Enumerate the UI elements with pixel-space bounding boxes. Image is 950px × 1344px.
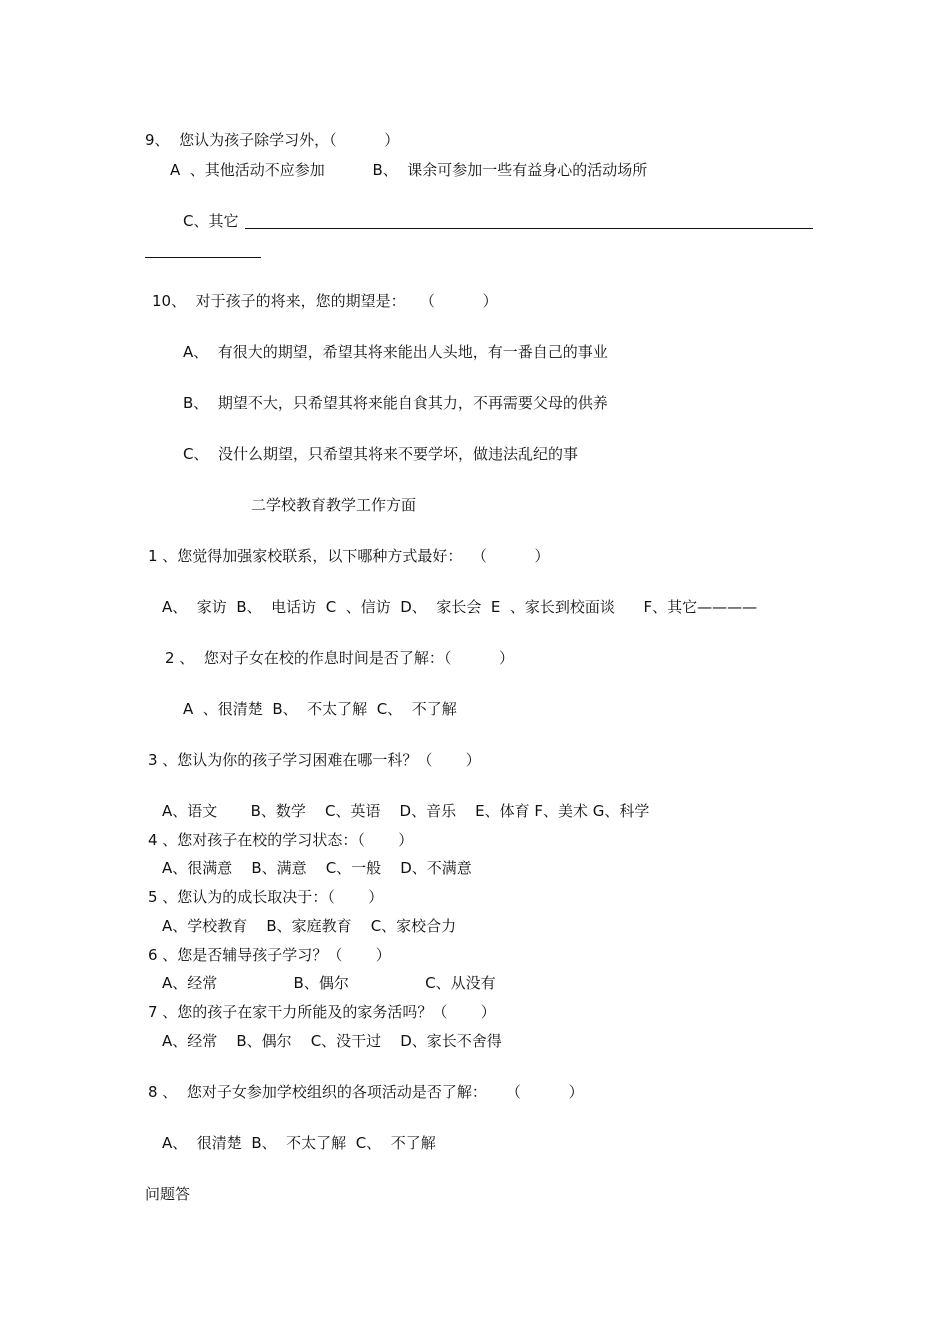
section2-question-2-options: A 、很清楚 B、 不太了解 C、 不了解: [183, 700, 457, 718]
question-9: 9、 您认为孩子除学习外，（ ）: [145, 131, 400, 149]
section-heading: 二学校教育教学工作方面: [251, 496, 417, 514]
answer-underline: [245, 228, 813, 229]
section2-question-3: 3 、您认为你的孩子学习困难在哪一科？（ ）: [148, 751, 481, 769]
section2-question-6: 6 、您是否辅导孩子学习？（ ）: [148, 946, 391, 964]
question-9-options-a-b: A 、其他活动不应参加 B、 课余可参加一些有益身心的活动场所: [170, 161, 648, 179]
question-9-option-c: C、其它: [183, 212, 239, 230]
section2-question-6-options: A、经常 B、偶尔 C、从没有: [162, 974, 496, 992]
section2-question-3-options: A、语文 B、数学 C、英语 D、音乐 E、体育 F、美术 G、科学: [162, 802, 650, 820]
section2-question-7-options: A、经常 B、偶尔 C、没干过 D、家长不舍得: [162, 1032, 502, 1050]
section2-question-2: 2 、 您对子女在校的作息时间是否了解：（ ）: [165, 649, 515, 667]
section2-question-5-options: A、学校教育 B、家庭教育 C、家校合力: [162, 917, 457, 935]
section2-question-1-options: A、 家访 B、 电话访 C 、信访 D、 家长会 E 、家长到校面谈 F、其它————: [162, 598, 758, 616]
footer-text: 问题答: [145, 1185, 191, 1203]
question-10-option-b: B、 期望不大，只希望其将来能自食其力，不再需要父母的供养: [183, 394, 608, 412]
section2-question-4-options: A、很满意 B、满意 C、一般 D、不满意: [162, 859, 472, 877]
section2-question-7: 7 、您的孩子在家干力所能及的家务活吗？（ ）: [148, 1003, 496, 1021]
question-10-option-c: C、 没什么期望，只希望其将来不要学坏，做违法乱纪的事: [183, 445, 579, 463]
section2-question-5: 5 、您认为的成长取决于：（ ）: [148, 888, 384, 906]
question-10: 10、 对于孩子的将来，您的期望是： （ ）: [152, 292, 498, 310]
section2-question-8: 8 、 您对子女参加学校组织的各项活动是否了解： （ ）: [148, 1083, 584, 1101]
section2-question-1: 1 、您觉得加强家校联系，以下哪种方式最好： （ ）: [148, 547, 550, 565]
section2-question-8-options: A、 很清楚 B、 不太了解 C、 不了解: [162, 1134, 436, 1152]
question-10-option-a: A、 有很大的期望，希望其将来能出人头地，有一番自己的事业: [183, 343, 608, 361]
answer-underline-continued: [145, 257, 261, 258]
section2-question-4: 4 、您对孩子在校的学习状态：（ ）: [148, 831, 414, 849]
